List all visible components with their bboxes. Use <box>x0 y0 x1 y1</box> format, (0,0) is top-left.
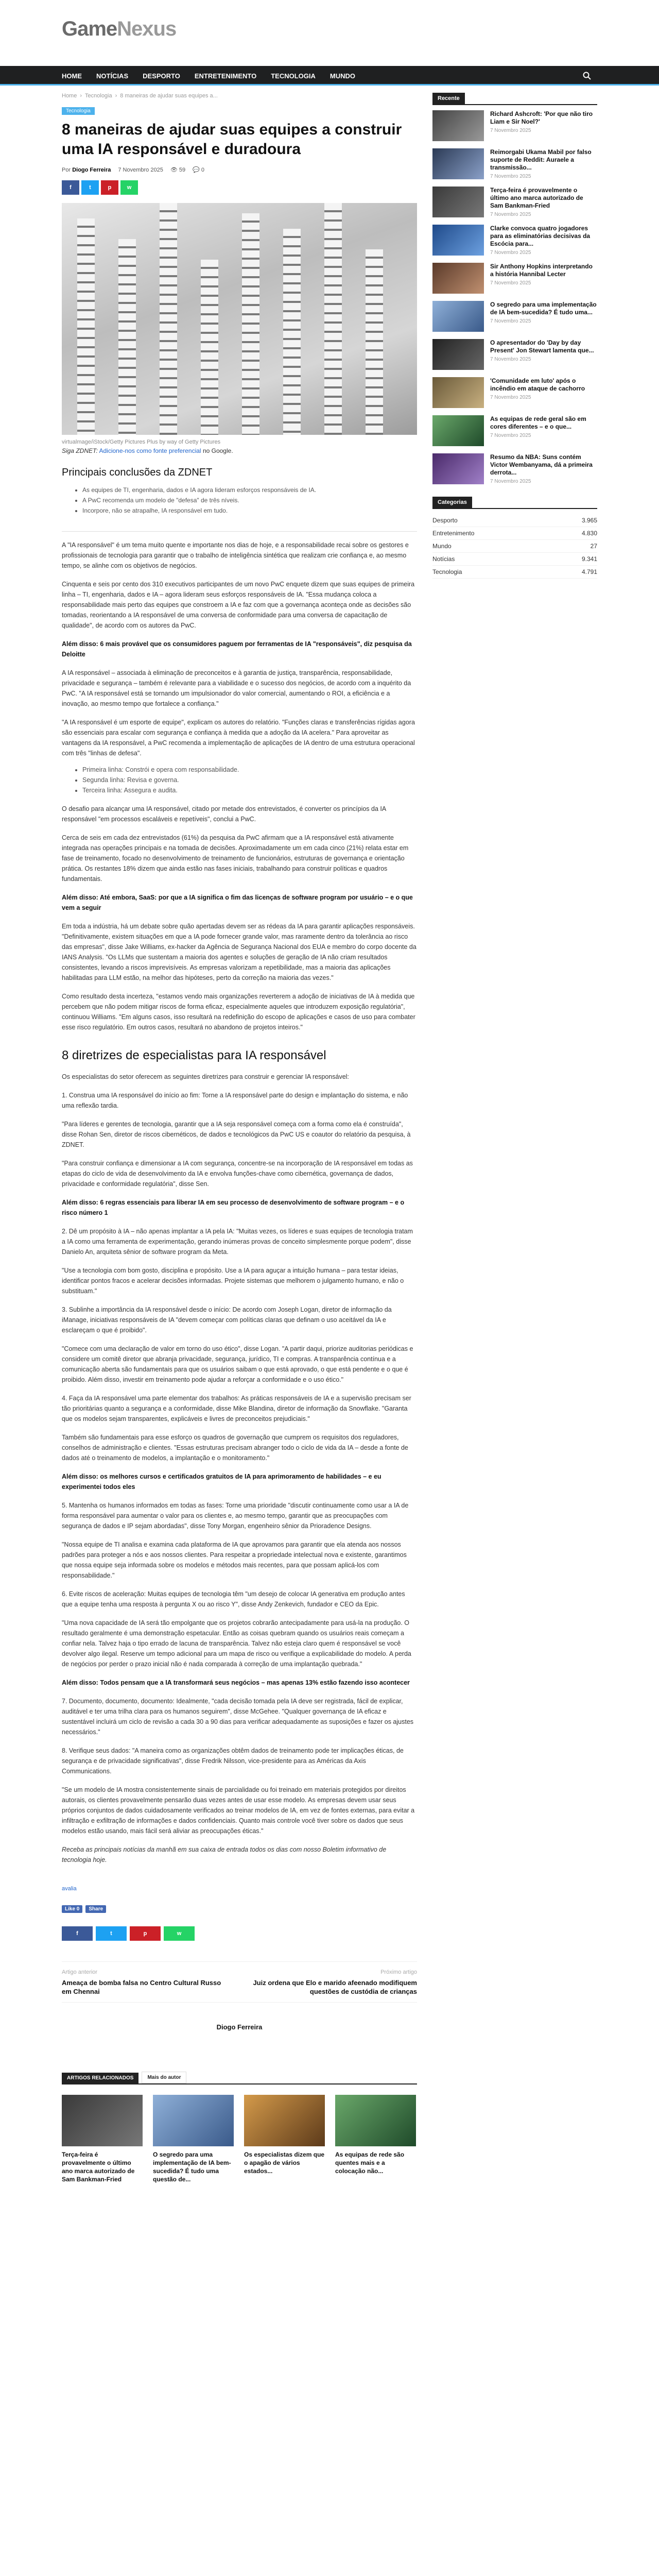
search-button[interactable] <box>577 66 597 86</box>
category-name: Mundo <box>432 543 452 550</box>
tab-related[interactable]: ARTIGOS RELACIONADOS <box>62 2073 138 2083</box>
post-title[interactable]: 'Comunidade em luto' após o incêndio em ataque de cachorro <box>490 377 585 392</box>
article-paragraph: "Use a tecnologia com bom gosto, disciplina e propósito. Use a IA para aguçar a intuição humana – para testar ideias, identificar pontos fracos e acelerar decisões informadas. Projete sistemas que melhorem o julgamento humano, e não o substituam." <box>62 1267 404 1295</box>
guideline-paragraph: 1. Construa uma IA responsável do início ao fim: Torne a IA responsável parte do design e implantação do sistema, e não uma reflexão tardia. <box>62 1092 408 1109</box>
post-title[interactable]: Sir Anthony Hopkins interpretando a história Hannibal Lecter <box>490 263 593 278</box>
related-link-paragraph[interactable] <box>62 1197 417 1218</box>
views-value: 59 <box>179 167 186 173</box>
site-logo[interactable] <box>62 18 176 41</box>
pinterest-share-button[interactable] <box>101 180 118 195</box>
article-paragraph: "Uma nova capacidade de IA será tão empolgante que os projetos cobrarão antecipadamente para usá-la na produção. O resultado geralmente é uma demonstração espetacular. Então as coisas quebram quando os usuários reais começam a confiar nela. Talvez haja o tipo errado de lacuna de transparência. Talvez não esteja claro quem é responsável se você devolver algo ilegal. Reserve um tempo adicional para um mapa de risco ou verifique a explicabilidade do modelo. A perda de negócios por perder o prazo inicial não é nada comparada à correção de uma implantação quebrada." <box>62 1619 411 1668</box>
views-count <box>170 166 185 173</box>
comments-value: 0 <box>201 167 204 173</box>
article-paragraph: Cinquenta e seis por cento dos 310 executivos participantes de um novo PwC enquete dizem que suas equipes de primeira linha – TI, engenharia, dados e IA – agora lideram seus esforços responsáveis de IA. "Essa mudança coloca a responsabilidade mais perto das equipes que constroem a IA e faz com que a governança aconteça onde as decisões são tomadas, reorientando a IA responsável de uma conversa de conformidade para uma conversa de capacitação de qualidade", de acordo com os autores da PwC. <box>62 581 415 629</box>
recent-post[interactable] <box>432 453 597 486</box>
recent-widget-title: Recente <box>432 93 465 104</box>
category-count: 9.341 <box>581 555 597 563</box>
previous-title: Ameaça de bomba falsa no Centro Cultural Russo em Chennai <box>62 1979 221 1995</box>
post-date: 7 Novembro 2025 <box>490 479 531 484</box>
list-item: • Terceira linha: Assegura e audita. <box>82 785 417 795</box>
category-count: 4.791 <box>581 568 597 575</box>
breadcrumb <box>62 93 417 102</box>
category-item[interactable] <box>432 553 597 566</box>
facebook-icon: f <box>70 184 72 191</box>
recent-post[interactable] <box>432 415 597 448</box>
recent-post[interactable] <box>432 187 597 219</box>
recent-post[interactable] <box>432 301 597 334</box>
related-title[interactable]: Os especialistas dizem que o apagão de vários estados... <box>244 2151 325 2175</box>
post-thumbnail[interactable] <box>432 301 484 332</box>
newsletter-note: Receba as principais notícias da manhã em sua caixa de entrada todos os dias com nosso Boletim informativo de tecnologia hoje. <box>62 1846 387 1863</box>
key-takeaways <box>62 467 417 523</box>
facebook-share-button[interactable] <box>62 180 79 195</box>
list-item: • Segunda linha: Revisa e governa. <box>82 775 417 785</box>
logo-text-nexus: Nexus <box>117 18 177 40</box>
post-thumbnail[interactable] <box>432 148 484 179</box>
nav-item-desporto[interactable]: DESPORTO <box>143 72 180 80</box>
recent-posts-list <box>432 110 597 486</box>
related-articles <box>62 2072 417 2183</box>
related-title[interactable]: As equipas de rede são quentes mais e a colocação não... <box>335 2151 405 2175</box>
category-count: 27 <box>590 543 597 550</box>
article-paragraph: Os especialistas do setor oferecem as seguintes diretrizes para construir e gerenciar IA responsável: <box>62 1073 349 1080</box>
nav-item-entretenimento[interactable]: ENTRETENIMENTO <box>194 72 257 80</box>
recent-post[interactable] <box>432 339 597 372</box>
main-navigation <box>0 66 659 86</box>
related-link-paragraph[interactable] <box>62 639 417 659</box>
facebook-share-small-button[interactable]: Share <box>85 1905 106 1913</box>
categories-list <box>432 514 597 579</box>
next-title: Juiz ordena que Elo e marido afeenado modifiquem questões de custódia de crianças <box>253 1979 417 1995</box>
related-card[interactable] <box>244 2095 325 2183</box>
author-box-name[interactable]: Diogo Ferreira <box>216 2023 263 2031</box>
defense-lines-list <box>62 765 417 795</box>
follow-note <box>62 447 417 454</box>
guideline-paragraph: 6. Evite riscos de aceleração: Muitas equipes de tecnologia têm "um desejo de colocar IA generativa em produção antes que a equipe tenha uma resposta à pergunta X ou ao risco Y", disse Andy Zenkevich, fundador e CEO da Epic. <box>62 1590 405 1608</box>
related-title[interactable]: Terça-feira é provavelmente o último ano marca autorizado de Sam Bankman-Fried <box>62 2151 135 2183</box>
bottom-share-buttons <box>62 1926 417 1941</box>
post-date: 7 Novembro 2025 <box>490 395 531 400</box>
next-article-link[interactable] <box>252 1969 417 1996</box>
tag-link[interactable]: avalia <box>62 1886 77 1892</box>
list-item: • As equipes de TI, engenharia, dados e IA agora lideram esforços responsáveis de IA. <box>82 485 417 495</box>
whatsapp-share-button[interactable] <box>120 180 138 195</box>
nav-item-tecnologia[interactable]: TECNOLOGIA <box>271 72 316 80</box>
breadcrumb-separator: › <box>115 93 117 99</box>
article-paragraph: "Se um modelo de IA mostra consistentemente sinais de parcialidade ou foi treinado em materiais protegidos por direitos autorais, os clientes provavelmente pensarão duas vezes antes de usar esse modelo. As empresas devem usar seus próprios conjuntos de dados cuidadosamente verificados ao treinar modelos de IA, em vez de fontes externas, para evitar a infiltração e exfiltração de informações e dados confidenciais. Quanto mais controle você tiver sobre os dados que seus modelos estão usando, mais fácil será aliviar as preocupações éticas." <box>62 1786 415 1835</box>
guideline-paragraph: 4. Faça da IA responsável uma parte elementar dos trabalhos: As práticas responsáveis de IA e a supervisão precisam ser tão prioritárias quanto a segurança e a conformidade, disse Mike Blandina, diretor de informação da Snowflake. "Garanta que os modelos sejam transparentes, explicáveis e livres de preconceitos prejudiciais." <box>62 1395 411 1422</box>
post-date: 7 Novembro 2025 <box>490 318 531 324</box>
whatsapp-icon: w <box>127 184 132 191</box>
category-item[interactable] <box>432 514 597 527</box>
post-thumbnail[interactable] <box>432 110 484 141</box>
nav-item-noticias[interactable]: NOTÍCIAS <box>96 72 129 80</box>
related-grid <box>62 2095 417 2183</box>
breadcrumb-home[interactable]: Home <box>62 93 77 99</box>
image-caption: virtualmage/iStock/Getty Pictures Plus by way of Getty Pictures <box>62 439 221 445</box>
post-date: 7 Novembro 2025 <box>490 174 531 179</box>
post-title[interactable]: O apresentador do 'Day by day Present' Jon Stewart lamenta que... <box>490 339 594 354</box>
article-paragraph: A IA responsável – associada à eliminação de preconceitos e à garantia de justiça, transparência, responsabilidade, privacidade e segurança – também é relevante para a viabilidade e o sucesso dos negócios, de acordo com a inquérito da PwC. "A IA responsável está se tornando um impulsionador do valor comercial, aumentando o ROI, a eficiência e a inovação, ao mesmo tempo que fortalece a confiança." <box>62 669 411 707</box>
comment-icon: 💬 <box>193 167 200 173</box>
article-paragraph: Também são fundamentais para esse esforço os quadros de governação que cumprem os requisitos dos reguladores, conselhos de administração e clientes. "Essas estruturas precisam abranger todo o ciclo de vida da IA – desde a fonte de dados até o treinamento de modelos, a implantação e o monitoramento." <box>62 1434 408 1462</box>
list-item: • A PwC recomenda um modelo de "defesa" de três níveis. <box>82 495 417 505</box>
follow-tail: no Google. <box>202 447 233 454</box>
sidebar <box>432 93 597 579</box>
category-item[interactable] <box>432 540 597 553</box>
recent-post[interactable] <box>432 110 597 143</box>
article-title: 8 maneiras de ajudar suas equipes a construir uma IA responsável e duradoura <box>62 121 402 158</box>
nav-item-home[interactable]: HOME <box>62 72 82 80</box>
whatsapp-share-button[interactable] <box>164 1926 195 1941</box>
section-heading: 8 diretrizes de especialistas para IA responsável <box>62 1048 326 1062</box>
related-link[interactable]: Além disso: Todos pensam que a IA transformará seus negócios – mas apenas 13% estão fazendo isso acontecer <box>62 1679 410 1686</box>
category-name: Tecnologia <box>432 568 462 575</box>
related-link[interactable]: Além disso: Até embora, SaaS: por que a IA significa o fim das licenças de software program por usuário – e o que vem a seguir <box>62 894 413 911</box>
article-paragraph: A "IA responsável" é um tema muito quente e importante nos dias de hoje, e a responsabilidade recai sobre os gestores e profissionais de tecnologia para garantir que o trabalho de inteligência sintética que realizam crie confiança e, ao mesmo tempo, se alinhe com os objetivos de negócios. <box>62 541 409 569</box>
post-title[interactable]: Terça-feira é provavelmente o último ano marca autorizado de Sam Bankman-Fried <box>490 187 583 209</box>
post-date: 7 Novembro 2025 <box>490 280 531 286</box>
next-label: Próximo artigo <box>380 1969 417 1975</box>
related-thumbnail[interactable] <box>153 2095 234 2146</box>
article-date: 7 Novembro 2025 <box>118 166 163 173</box>
breadcrumb-separator: › <box>80 93 82 99</box>
post-title[interactable]: Reimorgabi Ukama Mabil por falso suporte de Reddit: Auraele a transmissão... <box>490 148 592 171</box>
pinterest-icon: p <box>108 184 112 191</box>
post-thumbnail[interactable] <box>432 263 484 294</box>
related-thumbnail[interactable] <box>335 2095 416 2146</box>
post-thumbnail[interactable] <box>432 377 484 408</box>
twitter-share-button[interactable] <box>81 180 99 195</box>
post-title[interactable]: Resumo da NBA: Suns contém Victor Wembanyama, dá a primeira derrota... <box>490 453 593 476</box>
article-column <box>62 93 417 2183</box>
related-card[interactable] <box>153 2095 234 2183</box>
previous-article-link[interactable] <box>62 1969 227 1996</box>
related-link[interactable]: Além disso: 6 regras essenciais para liberar IA em seu processo de desenvolvimento de software program – e o risco número 1 <box>62 1199 405 1216</box>
post-title[interactable]: Richard Ashcroft: 'Por que não tiro Liam e Sir Noel?' <box>490 110 593 125</box>
key-takeaways-list <box>62 485 417 516</box>
post-thumbnail[interactable] <box>432 339 484 370</box>
post-date: 7 Novembro 2025 <box>490 250 531 256</box>
category-name: Desporto <box>432 517 458 524</box>
article-paragraph: "Comece com uma declaração de valor em torno do uso ético", disse Logan. "A partir daqui, priorize auditorias periódicas e considere um comitê diretor que abranja privacidade, segurança, jurídico, TI e compras. A transparência contínua e a comunicação aberta são fundamentais para que os usuários saibam o que está aprovado, o que está pendente e o que é proibido. Além disso, investir em treinamento pode ajudar a reforçar a conformidade e o uso ético." <box>62 1345 413 1383</box>
category-item[interactable] <box>432 527 597 540</box>
article-paragraph: "Para construir confiança e dimensionar a IA com segurança, concentre-se na incorporação de IA responsável em todas as etapas do ciclo de vida de desenvolvimento da IA e envolva funções-chave como cibernética, governança de dados, privacidade e conformidade regulatória", disse Sen. <box>62 1160 413 1188</box>
pinterest-share-button[interactable] <box>130 1926 161 1941</box>
post-title[interactable]: Clarke convoca quatro jogadores para as eliminatórias decisivas da Escócia para... <box>490 225 591 247</box>
breadcrumb-category[interactable]: Tecnologia <box>85 93 112 99</box>
category-name: Notícias <box>432 555 455 563</box>
top-header <box>0 0 659 66</box>
share-buttons <box>62 180 417 196</box>
post-title[interactable]: O segredo para uma implementação de IA bem-sucedida? É tudo uma... <box>490 301 597 316</box>
article-paragraph: Cerca de seis em cada dez entrevistados (61%) da pesquisa da PwC afirmam que a IA responsável está ativamente integrada nas operações principais e na tomada de decisões. Aproximadamente um em cada cinco (21%) relata estar em fase de treinamento, focado no desenvolvimento de treinamento de funcionários, estruturas de governança e orientação prática. Os restantes 18% dizem que ainda estão nas fases iniciais, trabalhando para construir políticas e quadros fundamentais. <box>62 834 409 883</box>
preferred-source-link[interactable]: Adicione-nos como fonte preferencial <box>99 447 201 454</box>
guideline-paragraph: 7. Documento, documento, documento: Idealmente, "cada decisão tomada pela IA deve ser registrada, fácil de explicar, auditável e ter uma trilha clara para os humanos seguirem", disse McGehee. "Qualquer governança de IA eficaz e sustentável incluirá um ciclo de revisão a cada 30 a 90 dias para verificar adequadamente as suposições e fazer os ajustes necessários." <box>62 1698 414 1736</box>
search-icon <box>583 72 591 80</box>
recent-post[interactable] <box>432 263 597 296</box>
categories-widget-header <box>432 497 597 509</box>
related-card[interactable] <box>62 2095 143 2183</box>
whatsapp-icon: w <box>177 1930 182 1937</box>
pinterest-icon: p <box>143 1930 147 1937</box>
twitter-icon: t <box>110 1930 112 1937</box>
recent-widget-header <box>432 93 597 105</box>
post-date: 7 Novembro 2025 <box>490 357 531 362</box>
guideline-paragraph: 3. Sublinhe a importância da IA responsável desde o início: De acordo com Joseph Logan, diretor de informação da iManage, iniciativas responsáveis de IA "devem começar com políticas claras que definam o uso aceitável da IA e esclareçam o que é proibido". <box>62 1306 392 1334</box>
list-item: • Primeira linha: Constrói e opera com responsabilidade. <box>82 765 417 775</box>
post-thumbnail[interactable] <box>432 187 484 217</box>
breadcrumb-current: 8 maneiras de ajudar suas equipes a... <box>120 93 218 99</box>
post-thumbnail[interactable] <box>432 453 484 484</box>
nav-item-mundo[interactable]: MUNDO <box>330 72 356 80</box>
category-name: Entretenimento <box>432 530 475 537</box>
previous-label: Artigo anterior <box>62 1969 98 1975</box>
category-item[interactable] <box>432 566 597 579</box>
category-count: 4.830 <box>581 530 597 537</box>
twitter-icon: t <box>89 184 91 191</box>
post-date: 7 Novembro 2025 <box>490 433 531 438</box>
related-tabs <box>62 2072 417 2084</box>
article-paragraph: "Para líderes e gerentes de tecnologia, garantir que a IA seja responsável começa com a forma como ela é construída", disse Rohan Sen, diretor de riscos cibernéticos, de dados e tecnológicos da PwC US e coautor do relatório da pesquisa, à ZDNET. <box>62 1121 411 1148</box>
twitter-share-button[interactable] <box>96 1926 127 1941</box>
related-card[interactable] <box>335 2095 416 2183</box>
facebook-widget <box>62 1905 417 1913</box>
post-title[interactable]: As equipas de rede geral são em cores diferentes – e o que... <box>490 415 586 430</box>
logo-text-game: Game <box>62 18 117 40</box>
article-meta <box>62 166 417 173</box>
guideline-paragraph: 2. Dê um propósito à IA – não apenas implantar a IA pela IA: "Muitas vezes, os líderes e suas equipes de tecnologia tratam a IA como uma ferramenta de experimentação, gerando inúmeras provas de conceito simplesmente porque podem", disse Danielo An, arquiteta sênior de software program da Meta. <box>62 1228 413 1256</box>
article-paragraph: "Nossa equipe de TI analisa e examina cada plataforma de IA que aprovamos para garantir que ela atenda aos nossos padrões para proteger a nós e aos nossos clientes. Para respeitar a propriedade intelectual nova e existente, garantimos que nossa equipe seja informada sobre os modelos e métodos mais recentes, para que possam aplicá-los com responsabilidade." <box>62 1541 407 1579</box>
tab-more-from-author[interactable]: Mais do autor <box>142 2072 186 2083</box>
related-thumbnail[interactable] <box>62 2095 143 2146</box>
article-paragraph: Como resultado desta incerteza, "estamos vendo mais organizações reverterem a adoção de iniciativas de IA à medida que percebem que não podem mitigar riscos de forma eficaz, especialmente aqueles que introduzem exposição regulatória", continuou Williams. "Em alguns casos, isso resultará na redefinição do escopo de aplicações e casos de uso para combater esse risco regulatório. Em outros casos, resultará no abandono de projetos inteiros." <box>62 993 415 1031</box>
related-link-paragraph[interactable] <box>62 1471 417 1492</box>
facebook-icon: f <box>76 1930 78 1937</box>
divider <box>62 531 417 532</box>
recent-post[interactable] <box>432 225 597 258</box>
guideline-paragraph: 8. Verifique seus dados: "A maneira como as organizações obtêm dados de treinamento pode ter implicações éticas, de segurança e de privacidade significativas", disse Fredrik Nilsson, vice-presidente para as Américas da Axis Communications. <box>62 1747 404 1775</box>
comments-count[interactable] <box>193 166 204 173</box>
post-date: 7 Novembro 2025 <box>490 212 531 217</box>
related-title[interactable]: O segredo para uma implementação de IA bem-sucedida? É tudo uma questão de... <box>153 2151 231 2183</box>
related-link[interactable]: Além disso: 6 mais provável que os consumidores paguem por ferramentas de IA "responsáveis", diz pesquisa da Deloitte <box>62 640 412 658</box>
post-thumbnail[interactable] <box>432 415 484 446</box>
follow-label: Siga ZDNET: <box>62 447 98 454</box>
recent-post[interactable] <box>432 377 597 410</box>
prev-next-navigation <box>62 1961 417 2003</box>
list-item: • Incorpore, não se atrapalhe, IA responsável em tudo. <box>82 505 417 516</box>
facebook-share-button[interactable] <box>62 1926 93 1941</box>
article-paragraph: Em toda a indústria, há um debate sobre quão apertadas devem ser as rédeas da IA para garantir aplicações responsáveis. "Definitivamente, existem situações em que a IA pode fornecer grande valor, mas raramente dentro da tolerância ao risco das empresas", disse Jake Williams, ex-hacker da Agência de Segurança Nacional dos EUA e membro do corpo docente da IANS Analysis. "Os LLMs que sustentam a maioria dos agentes e soluções de geração de IA não criam resultados consistentes, levando a riscos imprevisíveis. As empresas valorizam a repetibilidade, mas a maioria das aplicações habilitadas para LLM estão, na melhor das hipóteses, perto da correção na maioria das vezes." <box>62 923 417 981</box>
facebook-like-button[interactable]: Like 0 <box>62 1905 82 1913</box>
related-link-paragraph[interactable] <box>62 1677 417 1688</box>
key-takeaways-title: Principais conclusões da ZDNET <box>62 467 213 478</box>
post-date: 7 Novembro 2025 <box>490 128 531 133</box>
post-thumbnail[interactable] <box>432 225 484 256</box>
author-link[interactable]: Diogo Ferreira <box>72 166 111 173</box>
related-link-paragraph[interactable] <box>62 892 417 913</box>
recent-post[interactable] <box>432 148 597 181</box>
article-paragraph: "A IA responsável é um esporte de equipe", explicam os autores do relatório. "Funções claras e transferências rígidas agora são essenciais para escalar com segurança e confiança à medida que a adoção da IA acelera." Para aproveitar as vantagens da IA responsável, a PwC recomenda a implementação de aplicações de IA dentro de uma estrutura operacional com três "linhas de defesa". <box>62 719 415 757</box>
guideline-paragraph: 5. Mantenha os humanos informados em todas as fases: Torne uma prioridade "discutir continuamente como usar a IA de forma responsável para aumentar o valor para os clientes e, ao mesmo tempo, garantir que as preocupações com segurança de dados e IP sejam abordadas", disse Tony Morgan, engenheiro sênior da Prioradence Designs. <box>62 1502 409 1530</box>
category-count: 3.965 <box>581 517 597 524</box>
article-paragraph: O desafio para alcançar uma IA responsável, citado por metade dos entrevistados, é converter os princípios da IA responsável "em processos escaláveis e repetíveis", conclui a PwC. <box>62 805 386 823</box>
categories-widget-title: Categorias <box>432 497 472 508</box>
hero-image <box>62 203 417 435</box>
eye-icon: 👁 <box>170 167 178 173</box>
category-badge[interactable]: Tecnologia <box>62 107 95 115</box>
related-link[interactable]: Além disso: os melhores cursos e certificados gratuitos de IA para aprimoramento de habilidades – e eu experimentei todos eles <box>62 1473 381 1490</box>
by-label: Por <box>62 166 71 173</box>
related-thumbnail[interactable] <box>244 2095 325 2146</box>
